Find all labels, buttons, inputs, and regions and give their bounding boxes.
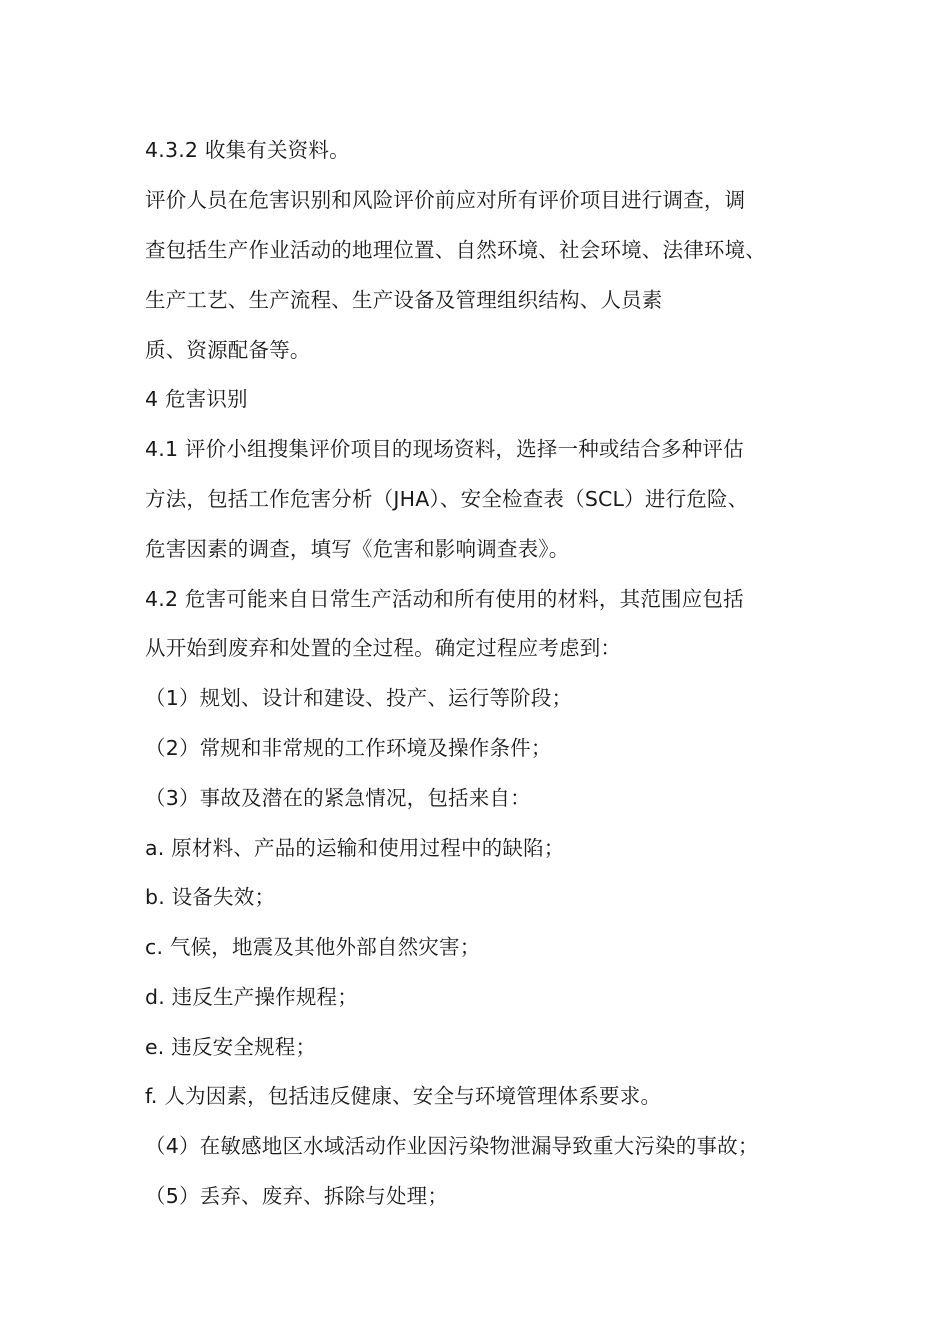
list-item: （5）丢弃、废弃、拆除与处理； [145,1184,449,1208]
section-heading-4-3-2: 4.3.2 收集有关资料。 [145,138,350,162]
list-item: （1）规划、设计和建设、投产、运行等阶段； [145,686,573,710]
paragraph-line: 从开始到废弃和处置的全过程。确定过程应考虑到： [145,636,622,660]
paragraph-line: 危害因素的调查，填写《危害和影响调查表》。 [145,537,570,561]
paragraph-line: 质、资源配备等。 [145,338,311,362]
sub-list-item: e. 违反安全规程； [145,1035,317,1059]
paragraph-line: 4.2 危害可能来自日常生产活动和所有使用的材料，其范围应包括 [145,587,744,611]
list-item: （3）事故及潜在的紧急情况，包括来自： [145,786,531,810]
sub-list-item: a. 原材料、产品的运输和使用过程中的缺陷； [145,836,565,860]
paragraph-line: 评价人员在危害识别和风险评价前应对所有评价项目进行调查，调 [145,188,746,212]
sub-list-item: f. 人为因素，包括违反健康、安全与环境管理体系要求。 [145,1084,662,1108]
section-heading-4: 4 危害识别 [145,387,248,411]
sub-list-item: c. 气候，地震及其他外部自然灾害； [145,935,481,959]
paragraph-line: 查包括生产作业活动的地理位置、自然环境、社会环境、法律环境、 [145,238,766,262]
paragraph-line: 4.1 评价小组搜集评价项目的现场资料，选择一种或结合多种评估 [145,437,744,461]
sub-list-item: d. 违反生产操作规程； [145,985,358,1009]
list-item: （2）常规和非常规的工作环境及操作条件； [145,736,552,760]
paragraph-line: 生产工艺、生产流程、生产设备及管理组织结构、人员素 [145,288,663,312]
list-item: （4）在敏感地区水域活动作业因污染物泄漏导致重大污染的事故； [145,1134,759,1158]
sub-list-item: b. 设备失效； [145,885,276,909]
paragraph-line: 方法，包括工作危害分析（JHA）、安全检查表（SCL）进行危险、 [145,487,749,511]
